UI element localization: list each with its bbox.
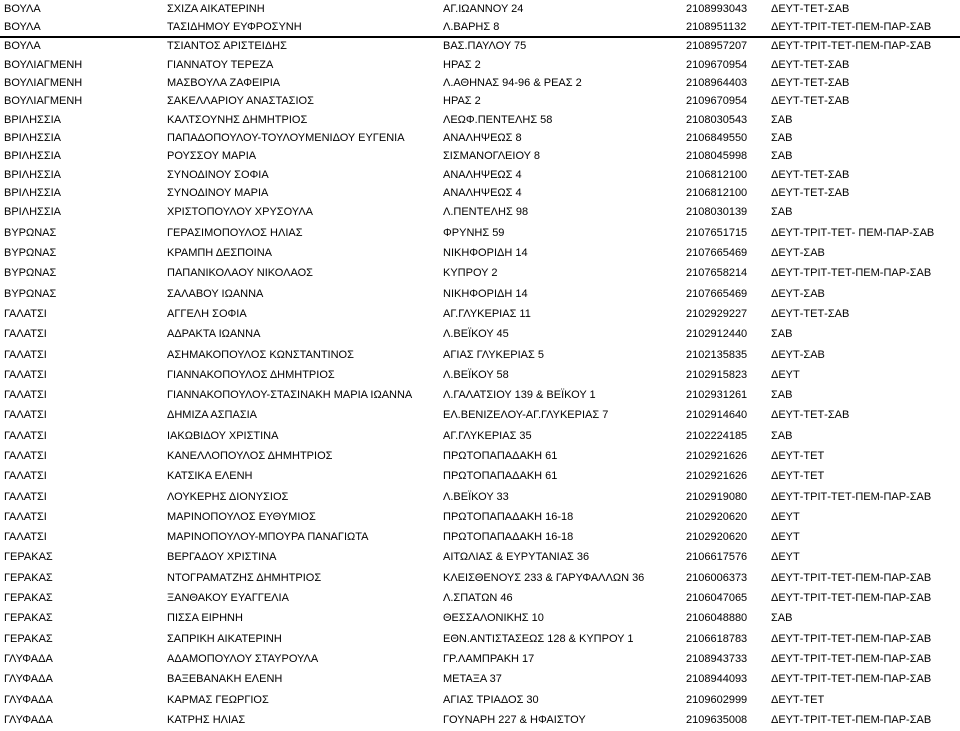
area-cell: ΓΑΛΑΤΣΙ: [4, 328, 47, 341]
name-cell: ΙΑΚΩΒΙΔΟΥ ΧΡΙΣΤΙΝΑ: [167, 429, 279, 442]
table-row: [0, 38, 960, 56]
name-cell: ΣΑΛΑΒΟΥ ΙΩΑΝΝΑ: [167, 287, 264, 300]
phone-cell: 2108964403: [686, 76, 748, 89]
phone-cell: 2106047065: [686, 592, 748, 605]
phone-cell: 2108944093: [686, 673, 748, 686]
phone-cell: 2108030543: [686, 113, 748, 126]
days-cell: ΣΑΒ: [771, 150, 793, 163]
days-cell: ΔΕΥΤ-ΤΡΙΤ-ΤΕΤ-ΠΕΜ-ΠΑΡ-ΣΑΒ: [771, 20, 932, 33]
phone-cell: 2106812100: [686, 168, 748, 181]
table-row: [0, 670, 960, 690]
table-row: [0, 487, 960, 507]
area-cell: ΓΛΥΦΑΔΑ: [4, 652, 53, 665]
days-cell: ΔΕΥΤ-ΣΑΒ: [771, 247, 825, 260]
table-row: [0, 0, 960, 18]
phone-cell: 2107665469: [686, 287, 748, 300]
days-cell: ΔΕΥΤ: [771, 368, 800, 381]
area-cell: ΒΥΡΩΝΑΣ: [4, 267, 57, 280]
name-cell: ΛΟΥΚΕΡΗΣ ΔΙΟΝΥΣΙΟΣ: [167, 490, 289, 503]
name-cell: ΓΙΑΝΝΑΚΟΠΟΥΛΟΥ-ΣΤΑΣΙΝΑΚΗ ΜΑΡΙΑ ΙΩΑΝΝΑ: [167, 389, 413, 402]
area-cell: ΓΛΥΦΑΔΑ: [4, 673, 53, 686]
name-cell: ΤΑΣΙΔΗΜΟΥ ΕΥΦΡΟΣΥΝΗ: [167, 20, 302, 33]
phone-cell: 2108943733: [686, 652, 748, 665]
phone-cell: 2102919080: [686, 490, 748, 503]
table-row: [0, 446, 960, 466]
table-row: [0, 507, 960, 527]
area-cell: ΒΟΥΛΙΑΓΜΕΝΗ: [4, 76, 83, 89]
name-cell: ΣΧΙΖΑ ΑΙΚΑΤΕΡΙΝΗ: [167, 2, 265, 15]
days-cell: ΔΕΥΤ-ΣΑΒ: [771, 287, 825, 300]
table-row: [0, 548, 960, 568]
days-cell: ΔΕΥΤ: [771, 510, 800, 523]
area-cell: ΒΟΥΛΑ: [4, 40, 41, 53]
area-cell: ΒΡΙΛΗΣΣΙΑ: [4, 206, 62, 219]
table-row: [0, 243, 960, 263]
area-cell: ΒΡΙΛΗΣΣΙΑ: [4, 168, 62, 181]
days-cell: ΔΕΥΤ-ΤΕΤ-ΣΑΒ: [771, 95, 850, 108]
days-cell: ΣΑΒ: [771, 206, 793, 219]
address-cell: ΑΓ.ΓΛΥΚΕΡΙΑΣ 35: [443, 429, 532, 442]
days-cell: ΔΕΥΤ-ΤΕΤ-ΣΑΒ: [771, 58, 850, 71]
area-cell: ΓΕΡΑΚΑΣ: [4, 592, 53, 605]
name-cell: ΑΔΡΑΚΤΑ ΙΩΑΝΝΑ: [167, 328, 261, 341]
phone-cell: 2106812100: [686, 187, 748, 200]
address-cell: ΝΙΚΗΦΟΡΙΔΗ 14: [443, 287, 528, 300]
address-cell: Λ.ΒΕΪΚΟΥ 45: [443, 328, 509, 341]
name-cell: ΜΑΡΙΝΟΠΟΥΛΟΣ ΕΥΘΥΜΙΟΣ: [167, 510, 316, 523]
phone-cell: 2107665469: [686, 247, 748, 260]
name-cell: ΞΑΝΘΑΚΟΥ ΕΥΑΓΓΕΛΙΑ: [167, 592, 289, 605]
address-cell: ΑΝΑΛΗΨΕΩΣ 8: [443, 131, 522, 144]
area-cell: ΓΛΥΦΑΔΑ: [4, 693, 53, 706]
name-cell: ΓΙΑΝΝΑΤΟΥ ΤΕΡΕΖΑ: [167, 58, 274, 71]
phone-cell: 2102912440: [686, 328, 748, 341]
address-cell: ΑΓΙΑΣ ΤΡΙΑΔΟΣ 30: [443, 693, 539, 706]
days-cell: ΔΕΥΤ-ΤΕΤ-ΣΑΒ: [771, 187, 850, 200]
area-cell: ΒΡΙΛΗΣΣΙΑ: [4, 187, 62, 200]
area-cell: ΓΑΛΑΤΣΙ: [4, 531, 47, 544]
phone-cell: 2106048880: [686, 612, 748, 625]
phone-cell: 2107658214: [686, 267, 748, 280]
table-row: [0, 148, 960, 166]
address-cell: ΓΟΥΝΑΡΗ 227 & ΗΦΑΙΣΤΟΥ: [443, 713, 586, 726]
table-row: [0, 129, 960, 147]
days-cell: ΔΕΥΤ-ΤΕΤ: [771, 470, 825, 483]
name-cell: ΚΑΝΕΛΛΟΠΟΥΛΟΣ ΔΗΜΗΤΡΙΟΣ: [167, 449, 333, 462]
name-cell: ΜΑΡΙΝΟΠΟΥΛΟΥ-ΜΠΟΥΡΑ ΠΑΝΑΓΙΩΤΑ: [167, 531, 369, 544]
name-cell: ΚΑΤΡΗΣ ΗΛΙΑΣ: [167, 713, 246, 726]
name-cell: ΚΑΤΣΙΚΑ ΕΛΕΝΗ: [167, 470, 253, 483]
address-cell: Λ.ΠΕΝΤΕΛΗΣ 98: [443, 206, 529, 219]
name-cell: ΓΕΡΑΣΙΜΟΠΟΥΛΟΣ ΗΛΙΑΣ: [167, 226, 303, 239]
area-cell: ΒΡΙΛΗΣΣΙΑ: [4, 150, 62, 163]
table-row: [0, 649, 960, 669]
address-cell: ΗΡΑΣ 2: [443, 58, 481, 71]
address-cell: ΒΑΣ.ΠΑΥΛΟΥ 75: [443, 40, 527, 53]
address-cell: ΗΡΑΣ 2: [443, 95, 481, 108]
address-cell: ΑΝΑΛΗΨΕΩΣ 4: [443, 187, 522, 200]
name-cell: ΒΕΡΓΑΔΟΥ ΧΡΙΣΤΙΝΑ: [167, 551, 277, 564]
table-row: [0, 528, 960, 548]
address-cell: ΑΓΙΑΣ ΓΛΥΚΕΡΙΑΣ 5: [443, 348, 544, 361]
table-row: [0, 426, 960, 446]
table-row: [0, 385, 960, 405]
days-cell: ΔΕΥΤ-ΤΡΙΤ-ΤΕΤ-ΠΕΜ-ΠΑΡ-ΣΑΒ: [771, 267, 932, 280]
address-cell: ΜΕΤΑΞΑ 37: [443, 673, 502, 686]
address-cell: ΑΝΑΛΗΨΕΩΣ 4: [443, 168, 522, 181]
days-cell: ΣΑΒ: [771, 389, 793, 402]
area-cell: ΓΑΛΑΤΣΙ: [4, 429, 47, 442]
phone-cell: 2108030139: [686, 206, 748, 219]
table-row: [0, 223, 960, 243]
phone-cell: 2109670954: [686, 58, 748, 71]
address-cell: ΕΘΝ.ΑΝΤΙΣΤΑΣΕΩΣ 128 & ΚΥΠΡΟΥ 1: [443, 632, 634, 645]
address-cell: ΓΡ.ΛΑΜΠΡΑΚΗ 17: [443, 652, 535, 665]
table-row: [0, 304, 960, 324]
phone-cell: 2102921626: [686, 449, 748, 462]
table-row: [0, 166, 960, 184]
address-cell: Λ.ΣΠΑΤΩΝ 46: [443, 592, 513, 605]
area-cell: ΒΥΡΩΝΑΣ: [4, 287, 57, 300]
address-cell: ΣΙΣΜΑΝΟΓΛΕΙΟΥ 8: [443, 150, 540, 163]
address-cell: Λ.ΓΑΛΑΤΣΙΟΥ 139 & ΒΕΪΚΟΥ 1: [443, 389, 596, 402]
days-cell: ΣΑΒ: [771, 113, 793, 126]
phone-cell: 2106849550: [686, 131, 748, 144]
phone-cell: 2102921626: [686, 470, 748, 483]
phone-cell: 2102929227: [686, 307, 748, 320]
phone-cell: 2102920620: [686, 531, 748, 544]
address-cell: Λ.ΒΑΡΗΣ 8: [443, 20, 500, 33]
area-cell: ΓΕΡΑΚΑΣ: [4, 632, 53, 645]
name-cell: ΧΡΙΣΤΟΠΟΥΛΟΥ ΧΡΥΣΟΥΛΑ: [167, 206, 314, 219]
days-cell: ΔΕΥΤ-ΤΕΤ-ΣΑΒ: [771, 168, 850, 181]
phone-cell: 2102135835: [686, 348, 748, 361]
table-row: [0, 203, 960, 223]
name-cell: ΚΑΡΜΑΣ ΓΕΩΡΓΙΟΣ: [167, 693, 269, 706]
table-row: [0, 365, 960, 385]
phone-cell: 2106618783: [686, 632, 748, 645]
days-cell: ΔΕΥΤ-ΤΡΙΤ-ΤΕΤ-ΠΕΜ-ΠΑΡ-ΣΑΒ: [771, 40, 932, 53]
address-cell: ΑΙΤΩΛΙΑΣ & ΕΥΡΥΤΑΝΙΑΣ 36: [443, 551, 590, 564]
phone-cell: 2109602999: [686, 693, 748, 706]
days-cell: ΔΕΥΤ-ΤΡΙΤ-ΤΕΤ-ΠΕΜ-ΠΑΡ-ΣΑΒ: [771, 592, 932, 605]
address-cell: ΚΥΠΡΟΥ 2: [443, 267, 498, 280]
area-cell: ΓΕΡΑΚΑΣ: [4, 612, 53, 625]
area-cell: ΓΕΡΑΚΑΣ: [4, 551, 53, 564]
table-row: [0, 284, 960, 304]
area-cell: ΓΑΛΑΤΣΙ: [4, 449, 47, 462]
address-cell: Λ.ΑΘΗΝΑΣ 94-96 & ΡΕΑΣ 2: [443, 76, 582, 89]
address-cell: ΘΕΣΣΑΛΟΝΙΚΗΣ 10: [443, 612, 544, 625]
phone-cell: 2102224185: [686, 429, 748, 442]
table-row: [0, 406, 960, 426]
area-cell: ΓΑΛΑΤΣΙ: [4, 510, 47, 523]
name-cell: ΠΑΠΑΝΙΚΟΛΑΟΥ ΝΙΚΟΛΑΟΣ: [167, 267, 313, 280]
name-cell: ΔΗΜΙΖΑ ΑΣΠΑΣΙΑ: [167, 409, 258, 422]
days-cell: ΔΕΥΤ: [771, 551, 800, 564]
name-cell: ΣΥΝΟΔΙΝΟΥ ΜΑΡΙΑ: [167, 187, 269, 200]
area-cell: ΒΡΙΛΗΣΣΙΑ: [4, 113, 62, 126]
area-cell: ΓΑΛΑΤΣΙ: [4, 389, 47, 402]
phone-cell: 2102931261: [686, 389, 748, 402]
address-cell: Λ.ΒΕΪΚΟΥ 33: [443, 490, 509, 503]
phone-cell: 2106006373: [686, 571, 748, 584]
area-cell: ΓΛΥΦΑΔΑ: [4, 713, 53, 726]
area-cell: ΒΥΡΩΝΑΣ: [4, 226, 57, 239]
days-cell: ΣΑΒ: [771, 328, 793, 341]
table-row: [0, 467, 960, 487]
days-cell: ΔΕΥΤ-ΤΕΤ-ΣΑΒ: [771, 307, 850, 320]
name-cell: ΠΙΣΣΑ ΕΙΡΗΝΗ: [167, 612, 243, 625]
address-cell: ΝΙΚΗΦΟΡΙΔΗ 14: [443, 247, 528, 260]
days-cell: ΔΕΥΤ-ΤΕΤ-ΣΑΒ: [771, 409, 850, 422]
address-cell: ΠΡΩΤΟΠΑΠΑΔΑΚΗ 61: [443, 449, 558, 462]
phone-cell: 2106617576: [686, 551, 748, 564]
phone-cell: 2107651715: [686, 226, 748, 239]
days-cell: ΔΕΥΤ-ΤΕΤ: [771, 449, 825, 462]
name-cell: ΣΥΝΟΔΙΝΟΥ ΣΟΦΙΑ: [167, 168, 269, 181]
days-cell: ΔΕΥΤ-ΤΡΙΤ-ΤΕΤ-ΠΕΜ-ΠΑΡ-ΣΑΒ: [771, 632, 932, 645]
name-cell: ΣΑΚΕΛΛΑΡΙΟΥ ΑΝΑΣΤΑΣΙΟΣ: [167, 95, 314, 108]
area-cell: ΓΑΛΑΤΣΙ: [4, 409, 47, 422]
address-cell: ΛΕΩΦ.ΠΕΝΤΕΛΗΣ 58: [443, 113, 553, 126]
name-cell: ΚΡΑΜΠΗ ΔΕΣΠΟΙΝΑ: [167, 247, 273, 260]
table-row: [0, 345, 960, 365]
name-cell: ΚΑΛΤΣΟΥΝΗΣ ΔΗΜΗΤΡΙΟΣ: [167, 113, 308, 126]
days-cell: ΔΕΥΤ-ΤΕΤ-ΣΑΒ: [771, 2, 850, 15]
phone-cell: 2109670954: [686, 95, 748, 108]
name-cell: ΣΑΠΡΙΚΗ ΑΙΚΑΤΕΡΙΝΗ: [167, 632, 282, 645]
table-row: [0, 92, 960, 110]
area-cell: ΓΑΛΑΤΣΙ: [4, 490, 47, 503]
table-row: [0, 609, 960, 629]
phone-cell: 2102914640: [686, 409, 748, 422]
table-row: [0, 184, 960, 202]
days-cell: ΔΕΥΤ-ΤΡΙΤ-ΤΕΤ- ΠΕΜ-ΠΑΡ-ΣΑΒ: [771, 226, 935, 239]
table-row: [0, 629, 960, 649]
table-row: [0, 111, 960, 129]
area-cell: ΓΑΛΑΤΣΙ: [4, 470, 47, 483]
area-cell: ΒΟΥΛΑ: [4, 20, 41, 33]
name-cell: ΡΟΥΣΣΟΥ ΜΑΡΙΑ: [167, 150, 257, 163]
area-cell: ΒΡΙΛΗΣΣΙΑ: [4, 131, 62, 144]
days-cell: ΣΑΒ: [771, 612, 793, 625]
table-row: [0, 18, 960, 36]
name-cell: ΑΔΑΜΟΠΟΥΛΟΥ ΣΤΑΥΡΟΥΛΑ: [167, 652, 319, 665]
days-cell: ΔΕΥΤ-ΤΡΙΤ-ΤΕΤ-ΠΕΜ-ΠΑΡ-ΣΑΒ: [771, 571, 932, 584]
address-cell: ΠΡΩΤΟΠΑΠΑΔΑΚΗ 16-18: [443, 531, 574, 544]
name-cell: ΠΑΠΑΔΟΠΟΥΛΟΥ-ΤΟΥΛΟΥΜΕΝΙΔΟΥ ΕΥΓΕΝΙΑ: [167, 131, 405, 144]
table-row: [0, 325, 960, 345]
address-cell: ΑΓ.ΙΩΑΝΝΟΥ 24: [443, 2, 524, 15]
days-cell: ΔΕΥΤ-ΤΡΙΤ-ΤΕΤ-ΠΕΜ-ΠΑΡ-ΣΑΒ: [771, 713, 932, 726]
days-cell: ΔΕΥΤ-ΤΡΙΤ-ΤΕΤ-ΠΕΜ-ΠΑΡ-ΣΑΒ: [771, 652, 932, 665]
area-cell: ΓΑΛΑΤΣΙ: [4, 307, 47, 320]
area-cell: ΓΕΡΑΚΑΣ: [4, 571, 53, 584]
address-cell: ΕΛ.ΒΕΝΙΖΕΛΟΥ-ΑΓ.ΓΛΥΚΕΡΙΑΣ 7: [443, 409, 609, 422]
address-cell: ΚΛΕΙΣΘΕΝΟΥΣ 233 & ΓΑΡΥΦΑΛΛΩΝ 36: [443, 571, 645, 584]
name-cell: ΒΑΞΕΒΑΝΑΚΗ ΕΛΕΝΗ: [167, 673, 283, 686]
area-cell: ΓΑΛΑΤΣΙ: [4, 368, 47, 381]
phone-cell: 2108993043: [686, 2, 748, 15]
days-cell: ΔΕΥΤ: [771, 531, 800, 544]
phone-cell: 2102915823: [686, 368, 748, 381]
table-row: [0, 710, 960, 730]
days-cell: ΔΕΥΤ-ΤΕΤ-ΣΑΒ: [771, 76, 850, 89]
name-cell: ΑΓΓΕΛΗ ΣΟΦΙΑ: [167, 307, 247, 320]
phone-cell: 2108951132: [686, 20, 747, 33]
days-cell: ΔΕΥΤ-ΤΡΙΤ-ΤΕΤ-ΠΕΜ-ΠΑΡ-ΣΑΒ: [771, 490, 932, 503]
phone-cell: 2108957207: [686, 40, 748, 53]
address-cell: ΠΡΩΤΟΠΑΠΑΔΑΚΗ 61: [443, 470, 558, 483]
phone-cell: 2108045998: [686, 150, 748, 163]
days-cell: ΣΑΒ: [771, 131, 793, 144]
phone-cell: 2102920620: [686, 510, 748, 523]
table-row: [0, 588, 960, 608]
name-cell: ΝΤΟΓΡΑΜΑΤΖΗΣ ΔΗΜΗΤΡΙΟΣ: [167, 571, 322, 584]
phone-cell: 2109635008: [686, 713, 748, 726]
table-row: [0, 264, 960, 284]
days-cell: ΣΑΒ: [771, 429, 793, 442]
name-cell: ΓΙΑΝΝΑΚΟΠΟΥΛΟΣ ΔΗΜΗΤΡΙΟΣ: [167, 368, 335, 381]
name-cell: ΤΣΙΑΝΤΟΣ ΑΡΙΣΤΕΙΔΗΣ: [167, 40, 287, 53]
address-cell: Λ.ΒΕΪΚΟΥ 58: [443, 368, 509, 381]
table-row: [0, 74, 960, 92]
table-row: [0, 568, 960, 588]
area-cell: ΒΟΥΛΙΑΓΜΕΝΗ: [4, 58, 83, 71]
area-cell: ΒΟΥΛΙΑΓΜΕΝΗ: [4, 95, 83, 108]
table-row: [0, 56, 960, 74]
days-cell: ΔΕΥΤ-ΤΡΙΤ-ΤΕΤ-ΠΕΜ-ΠΑΡ-ΣΑΒ: [771, 673, 932, 686]
table-row: [0, 690, 960, 710]
days-cell: ΔΕΥΤ-ΤΕΤ: [771, 693, 825, 706]
name-cell: ΑΣΗΜΑΚΟΠΟΥΛΟΣ ΚΩΝΣΤΑΝΤΙΝΟΣ: [167, 348, 354, 361]
name-cell: ΜΑΣΒΟΥΛΑ ΖΑΦΕΙΡΙΑ: [167, 76, 281, 89]
area-cell: ΒΥΡΩΝΑΣ: [4, 247, 57, 260]
days-cell: ΔΕΥΤ-ΣΑΒ: [771, 348, 825, 361]
address-cell: ΠΡΩΤΟΠΑΠΑΔΑΚΗ 16-18: [443, 510, 574, 523]
area-cell: ΒΟΥΛΑ: [4, 2, 41, 15]
area-cell: ΓΑΛΑΤΣΙ: [4, 348, 47, 361]
address-cell: ΑΓ.ΓΛΥΚΕΡΙΑΣ 11: [443, 307, 531, 320]
address-cell: ΦΡΥΝΗΣ 59: [443, 226, 505, 239]
